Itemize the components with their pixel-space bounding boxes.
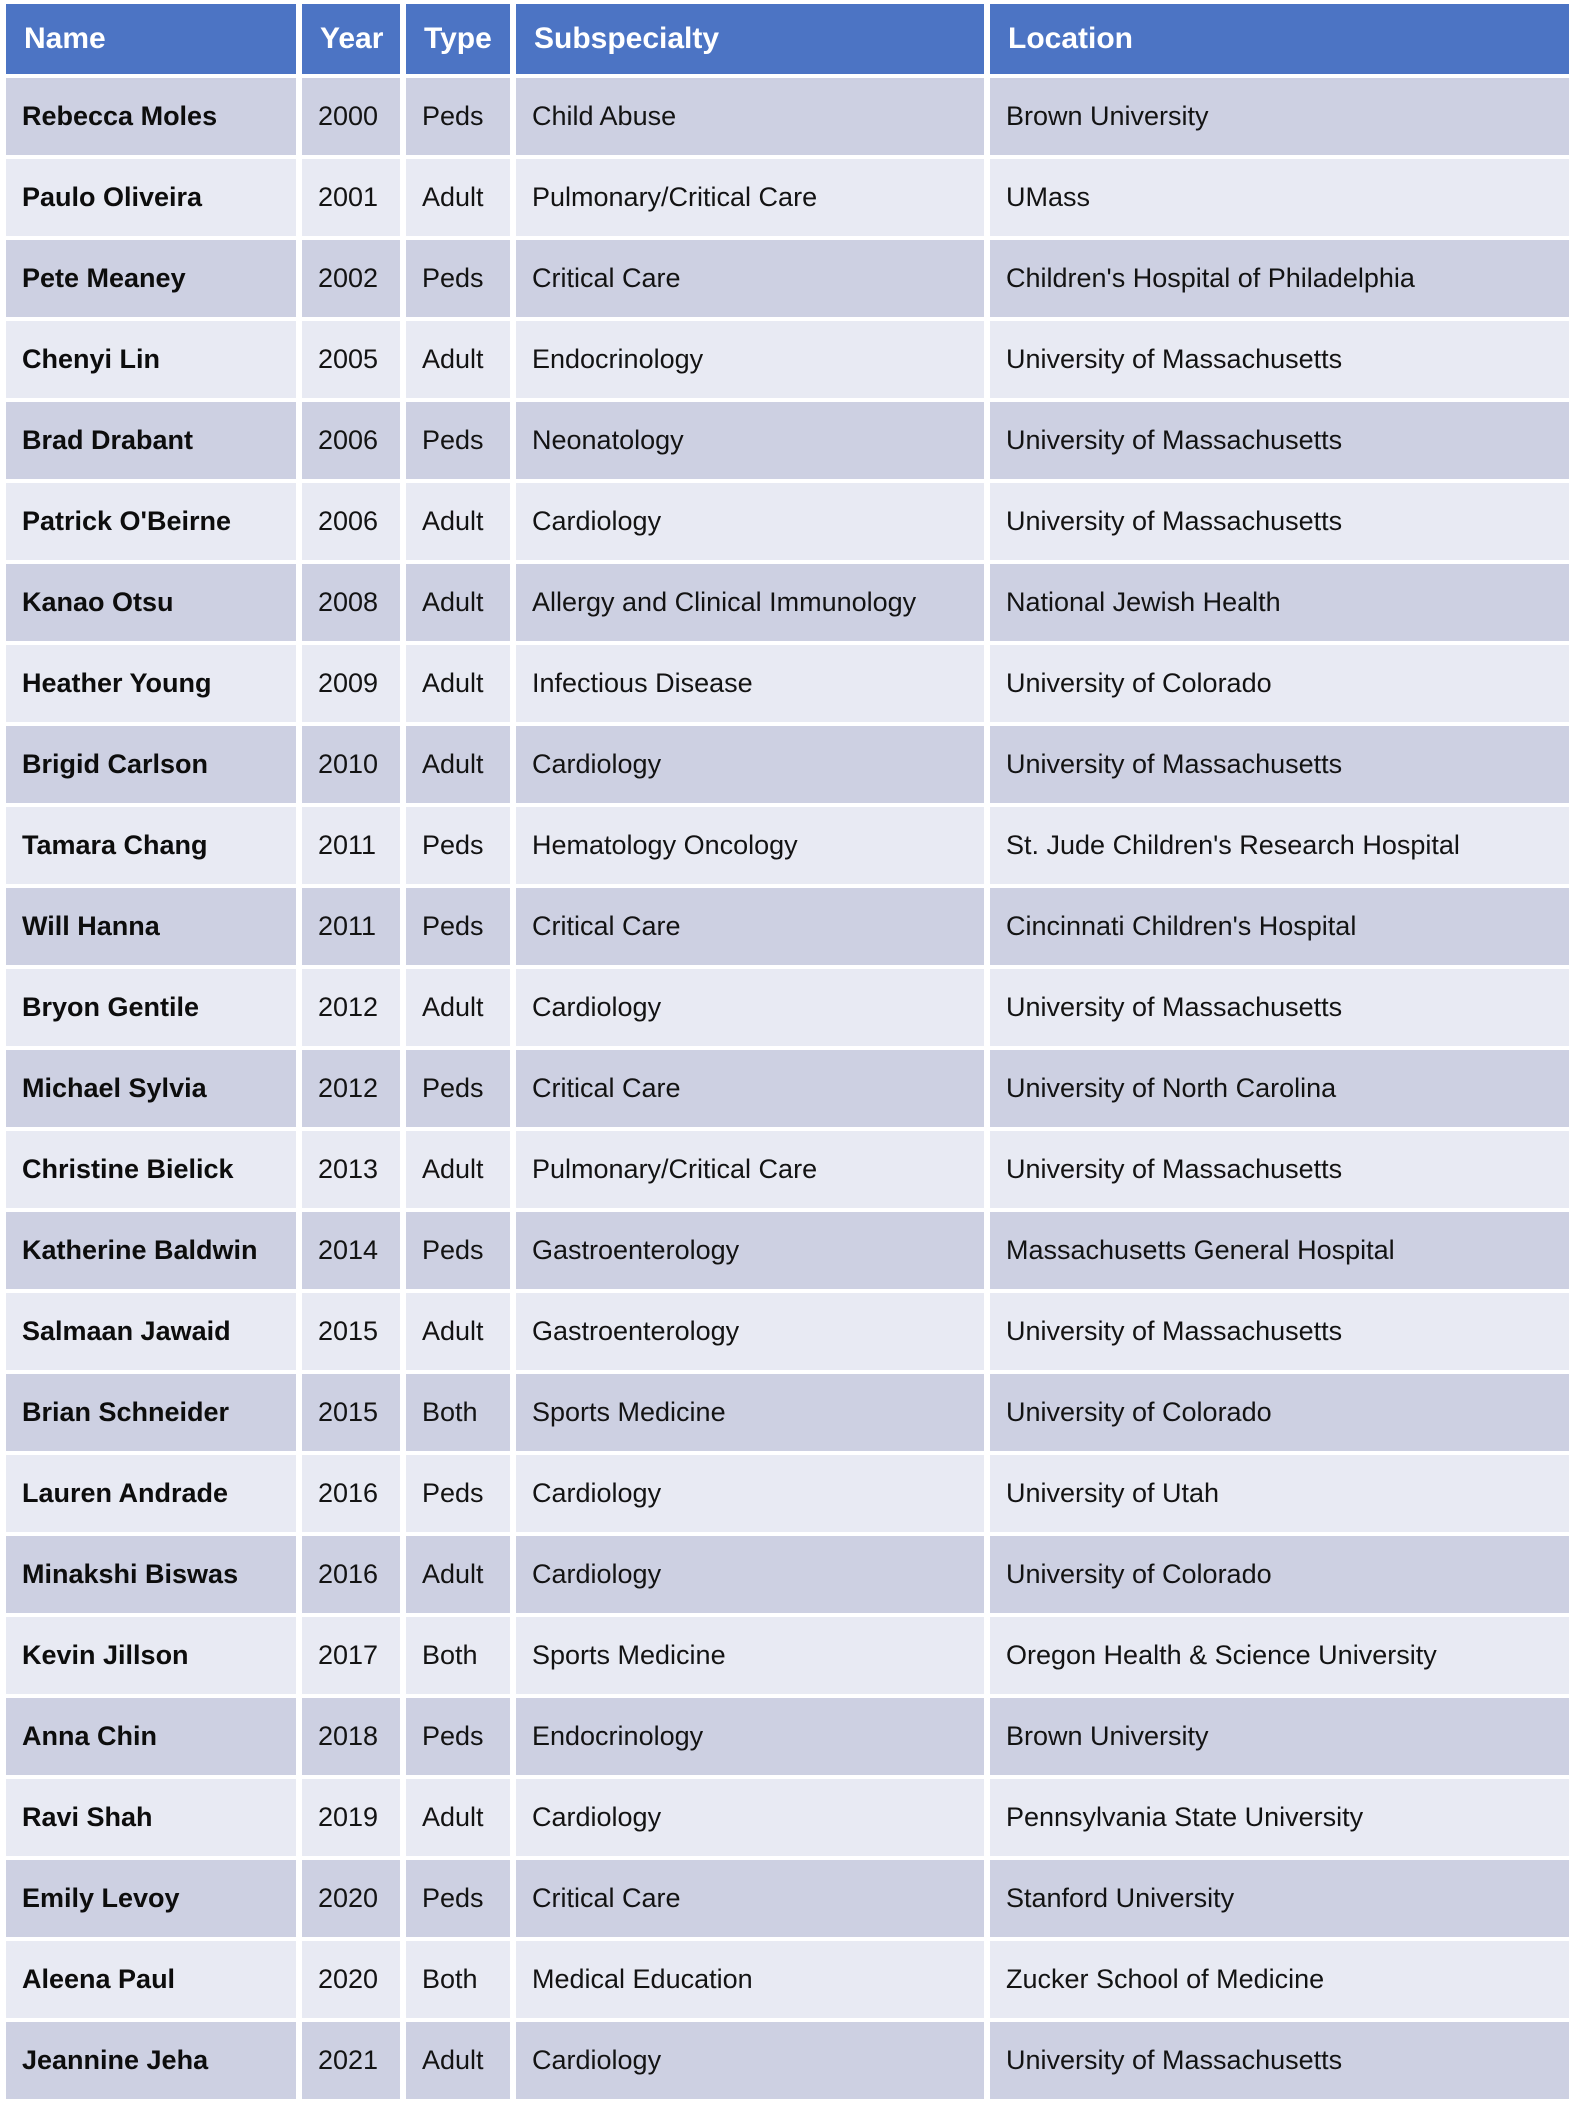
- cell-type: Adult: [406, 645, 510, 722]
- cell-year: 2010: [302, 726, 400, 803]
- table-row: [6, 1455, 1569, 1532]
- cell-subspecialty: Pulmonary/Critical Care: [516, 159, 984, 236]
- table-row: [6, 1698, 1569, 1775]
- cell-year: 2006: [302, 402, 400, 479]
- column-header-location: Location: [990, 4, 1569, 74]
- table-row: [6, 1779, 1569, 1856]
- cell-year: 2017: [302, 1617, 400, 1694]
- table-row: [6, 1131, 1569, 1208]
- table-row: [6, 1617, 1569, 1694]
- cell-type: Adult: [406, 1779, 510, 1856]
- cell-year: 2009: [302, 645, 400, 722]
- cell-subspecialty: Hematology Oncology: [516, 807, 984, 884]
- cell-name: Aleena Paul: [6, 1941, 296, 2018]
- table-row: [6, 1212, 1569, 1289]
- table-row: [6, 1860, 1569, 1937]
- cell-name: Michael Sylvia: [6, 1050, 296, 1127]
- cell-year: 2015: [302, 1293, 400, 1370]
- cell-location: Massachusetts General Hospital: [990, 1212, 1569, 1289]
- table-row: [6, 402, 1569, 479]
- cell-type: Adult: [406, 321, 510, 398]
- cell-year: 2001: [302, 159, 400, 236]
- cell-subspecialty: Pulmonary/Critical Care: [516, 1131, 984, 1208]
- cell-type: Peds: [406, 1860, 510, 1937]
- cell-type: Peds: [406, 240, 510, 317]
- cell-subspecialty: Sports Medicine: [516, 1374, 984, 1451]
- cell-year: 2012: [302, 969, 400, 1046]
- cell-type: Adult: [406, 1293, 510, 1370]
- cell-subspecialty: Critical Care: [516, 240, 984, 317]
- cell-subspecialty: Cardiology: [516, 483, 984, 560]
- table-row: [6, 564, 1569, 641]
- cell-location: University of Massachusetts: [990, 483, 1569, 560]
- cell-name: Kevin Jillson: [6, 1617, 296, 1694]
- cell-type: Adult: [406, 159, 510, 236]
- cell-year: 2000: [302, 78, 400, 155]
- cell-year: 2011: [302, 807, 400, 884]
- cell-type: Peds: [406, 402, 510, 479]
- cell-subspecialty: Infectious Disease: [516, 645, 984, 722]
- cell-location: University of Colorado: [990, 645, 1569, 722]
- cell-location: National Jewish Health: [990, 564, 1569, 641]
- cell-type: Peds: [406, 888, 510, 965]
- cell-subspecialty: Critical Care: [516, 888, 984, 965]
- table-row: [6, 726, 1569, 803]
- table-row: [6, 969, 1569, 1046]
- cell-type: Peds: [406, 1050, 510, 1127]
- table-row: [6, 807, 1569, 884]
- cell-year: 2021: [302, 2022, 400, 2099]
- cell-location: University of Massachusetts: [990, 402, 1569, 479]
- table-row: [6, 1050, 1569, 1127]
- column-header-subspecialty: Subspecialty: [516, 4, 984, 74]
- cell-type: Peds: [406, 1212, 510, 1289]
- cell-year: 2016: [302, 1536, 400, 1613]
- cell-subspecialty: Critical Care: [516, 1050, 984, 1127]
- cell-type: Adult: [406, 969, 510, 1046]
- cell-type: Adult: [406, 564, 510, 641]
- cell-location: University of Massachusetts: [990, 726, 1569, 803]
- cell-year: 2015: [302, 1374, 400, 1451]
- cell-year: 2020: [302, 1860, 400, 1937]
- cell-location: Pennsylvania State University: [990, 1779, 1569, 1856]
- table-row: [6, 1293, 1569, 1370]
- cell-type: Peds: [406, 807, 510, 884]
- cell-location: University of Massachusetts: [990, 321, 1569, 398]
- cell-year: 2016: [302, 1455, 400, 1532]
- cell-location: Oregon Health & Science University: [990, 1617, 1569, 1694]
- table-row: [6, 159, 1569, 236]
- cell-name: Paulo Oliveira: [6, 159, 296, 236]
- cell-name: Jeannine Jeha: [6, 2022, 296, 2099]
- cell-subspecialty: Cardiology: [516, 726, 984, 803]
- cell-name: Emily Levoy: [6, 1860, 296, 1937]
- cell-year: 2002: [302, 240, 400, 317]
- cell-subspecialty: Sports Medicine: [516, 1617, 984, 1694]
- cell-subspecialty: Child Abuse: [516, 78, 984, 155]
- cell-name: Ravi Shah: [6, 1779, 296, 1856]
- cell-subspecialty: Medical Education: [516, 1941, 984, 2018]
- cell-location: Brown University: [990, 1698, 1569, 1775]
- table-row: [6, 1536, 1569, 1613]
- cell-name: Tamara Chang: [6, 807, 296, 884]
- cell-type: Both: [406, 1941, 510, 2018]
- cell-year: 2014: [302, 1212, 400, 1289]
- table-row: [6, 321, 1569, 398]
- cell-name: Brian Schneider: [6, 1374, 296, 1451]
- cell-subspecialty: Cardiology: [516, 1536, 984, 1613]
- cell-subspecialty: Cardiology: [516, 2022, 984, 2099]
- cell-subspecialty: Critical Care: [516, 1860, 984, 1937]
- cell-location: University of Utah: [990, 1455, 1569, 1532]
- table-row: [6, 78, 1569, 155]
- cell-year: 2018: [302, 1698, 400, 1775]
- cell-year: 2019: [302, 1779, 400, 1856]
- cell-location: University of Colorado: [990, 1536, 1569, 1613]
- cell-year: 2008: [302, 564, 400, 641]
- cell-type: Peds: [406, 1698, 510, 1775]
- cell-location: University of North Carolina: [990, 1050, 1569, 1127]
- cell-subspecialty: Allergy and Clinical Immunology: [516, 564, 984, 641]
- table-header-row: [6, 4, 1569, 74]
- cell-type: Peds: [406, 78, 510, 155]
- table-row: [6, 1374, 1569, 1451]
- cell-name: Chenyi Lin: [6, 321, 296, 398]
- cell-name: Brad Drabant: [6, 402, 296, 479]
- column-header-name: Name: [6, 4, 296, 74]
- column-header-year: Year: [302, 4, 400, 74]
- cell-type: Adult: [406, 1536, 510, 1613]
- cell-year: 2013: [302, 1131, 400, 1208]
- table-row: [6, 888, 1569, 965]
- cell-name: Christine Bielick: [6, 1131, 296, 1208]
- cell-location: University of Massachusetts: [990, 969, 1569, 1046]
- cell-subspecialty: Endocrinology: [516, 1698, 984, 1775]
- cell-name: Salmaan Jawaid: [6, 1293, 296, 1370]
- table-row: [6, 483, 1569, 560]
- cell-type: Adult: [406, 2022, 510, 2099]
- cell-type: Both: [406, 1617, 510, 1694]
- cell-year: 2012: [302, 1050, 400, 1127]
- cell-location: St. Jude Children's Research Hospital: [990, 807, 1569, 884]
- cell-location: Brown University: [990, 78, 1569, 155]
- cell-location: Cincinnati Children's Hospital: [990, 888, 1569, 965]
- cell-name: Will Hanna: [6, 888, 296, 965]
- cell-subspecialty: Cardiology: [516, 969, 984, 1046]
- cell-subspecialty: Gastroenterology: [516, 1293, 984, 1370]
- cell-location: University of Massachusetts: [990, 1293, 1569, 1370]
- cell-location: University of Massachusetts: [990, 2022, 1569, 2099]
- table-row: [6, 645, 1569, 722]
- cell-name: Patrick O'Beirne: [6, 483, 296, 560]
- cell-type: Adult: [406, 726, 510, 803]
- cell-location: Stanford University: [990, 1860, 1569, 1937]
- cell-location: University of Massachusetts: [990, 1131, 1569, 1208]
- table-row: [6, 2022, 1569, 2099]
- cell-year: 2005: [302, 321, 400, 398]
- cell-year: 2020: [302, 1941, 400, 2018]
- cell-name: Brigid Carlson: [6, 726, 296, 803]
- cell-year: 2011: [302, 888, 400, 965]
- cell-name: Bryon Gentile: [6, 969, 296, 1046]
- cell-name: Minakshi Biswas: [6, 1536, 296, 1613]
- cell-subspecialty: Endocrinology: [516, 321, 984, 398]
- cell-type: Adult: [406, 1131, 510, 1208]
- cell-name: Pete Meaney: [6, 240, 296, 317]
- cell-subspecialty: Cardiology: [516, 1779, 984, 1856]
- cell-subspecialty: Cardiology: [516, 1455, 984, 1532]
- cell-location: Children's Hospital of Philadelphia: [990, 240, 1569, 317]
- cell-location: UMass: [990, 159, 1569, 236]
- cell-type: Both: [406, 1374, 510, 1451]
- cell-location: Zucker School of Medicine: [990, 1941, 1569, 2018]
- cell-name: Rebecca Moles: [6, 78, 296, 155]
- cell-subspecialty: Neonatology: [516, 402, 984, 479]
- table-row: [6, 240, 1569, 317]
- cell-subspecialty: Gastroenterology: [516, 1212, 984, 1289]
- cell-type: Adult: [406, 483, 510, 560]
- cell-location: University of Colorado: [990, 1374, 1569, 1451]
- cell-type: Peds: [406, 1455, 510, 1532]
- cell-name: Heather Young: [6, 645, 296, 722]
- cell-name: Kanao Otsu: [6, 564, 296, 641]
- cell-year: 2006: [302, 483, 400, 560]
- table-row: [6, 1941, 1569, 2018]
- cell-name: Lauren Andrade: [6, 1455, 296, 1532]
- cell-name: Anna Chin: [6, 1698, 296, 1775]
- cell-name: Katherine Baldwin: [6, 1212, 296, 1289]
- column-header-type: Type: [406, 4, 510, 74]
